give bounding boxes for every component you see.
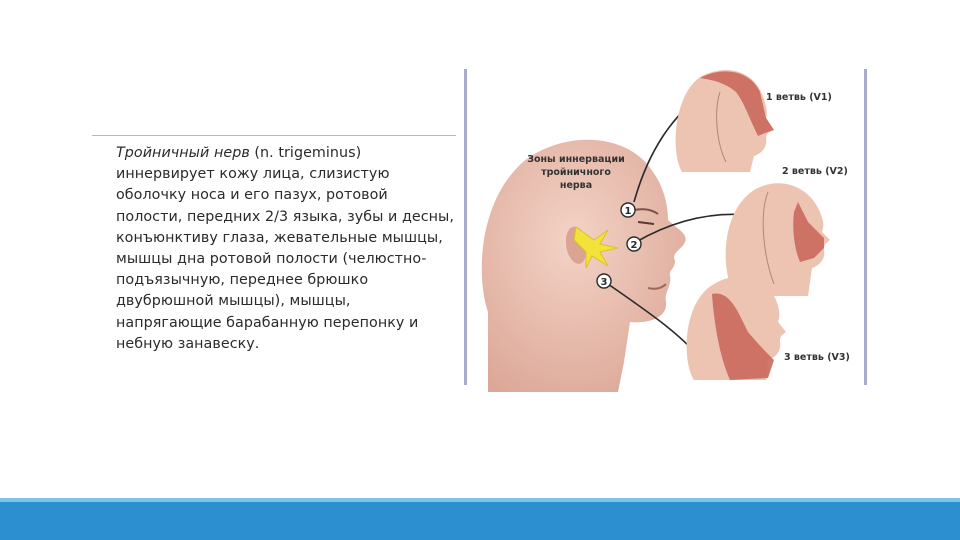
description-text: (n. trigeminus) иннервирует кожу лица, слизистую оболочку носа и его пазух, ротовой полости, передних 2/3 языка, зубы и десны, конъюнктиву глаза, жевательные мышцы, мышцы дна ротовой полости (челюстно-подъязычную, переднее брюшко двубрюшной мышцы), мышцы, напрягающие барабанную перепонку и небную занавеску. [116, 145, 454, 352]
head-v3 [687, 277, 850, 380]
marker-3-label: 3 [600, 277, 608, 288]
marker-1-label: 1 [624, 206, 632, 217]
trigeminal-illustration [468, 62, 866, 392]
trigeminal-figure [468, 62, 866, 392]
head-v2 [726, 166, 848, 296]
marker-3 [597, 274, 611, 288]
zone-label-1: Зоны иннервации [527, 154, 625, 165]
description-paragraph [116, 143, 456, 355]
footer-bar [0, 502, 960, 540]
head-v1 [676, 70, 832, 172]
zone-label-2: тройничного [541, 167, 611, 178]
figure-border-left [464, 69, 467, 385]
branch-v3-label: 3 ветвь (V3) [784, 352, 850, 363]
marker-1 [621, 203, 635, 217]
branch-v2-label: 2 ветвь (V2) [782, 166, 848, 177]
zone-label-3: нерва [559, 180, 593, 191]
branch-v1-label: 1 ветвь (V1) [766, 92, 832, 103]
marker-2 [627, 237, 641, 251]
header-divider [92, 135, 456, 136]
marker-2-label: 2 [630, 240, 638, 251]
term-italic: Тройничный нерв [116, 145, 250, 161]
